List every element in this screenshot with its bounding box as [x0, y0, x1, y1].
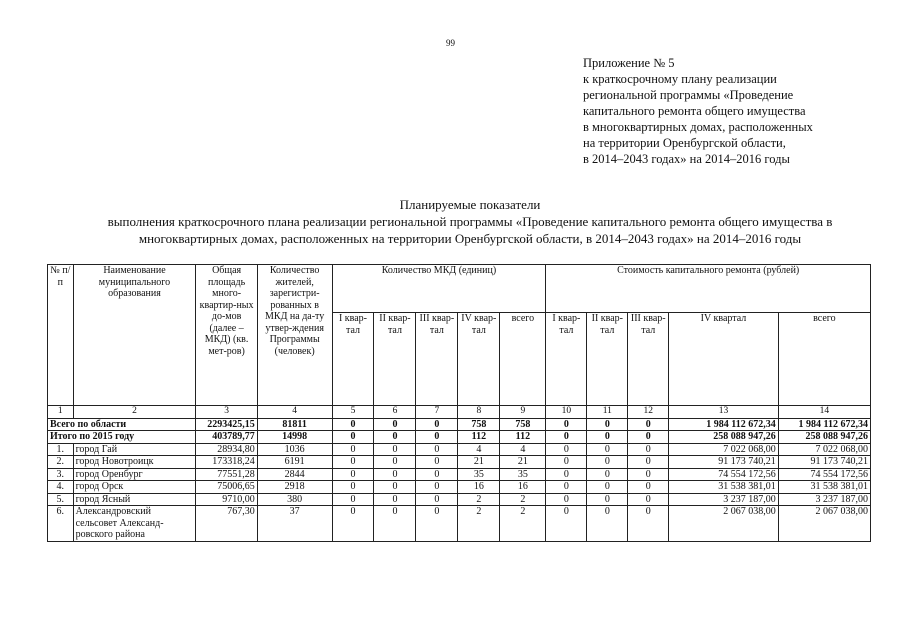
row-cq4: 7 022 068,00 — [669, 443, 779, 456]
summary-residents: 81811 — [257, 418, 332, 431]
row-q3: 0 — [416, 468, 458, 481]
row-cq3: 0 — [628, 493, 669, 506]
row-cq4: 31 538 381,01 — [669, 481, 779, 494]
row-q4: 2 — [458, 493, 500, 506]
table-row — [48, 468, 871, 481]
title-line: выполнения краткосрочного плана реализации региональной программы «Проведение капитального ремонта общего имущества в — [107, 214, 833, 229]
row-q4: 21 — [458, 456, 500, 469]
row-ctotal: 74 554 172,56 — [778, 468, 870, 481]
title-line: многоквартирных домах, расположенных на территории Оренбургской области, в 2014–2043 годах» на 2014–2016 годы — [138, 231, 802, 246]
row-cq3: 0 — [628, 481, 669, 494]
row-cq4: 74 554 172,56 — [669, 468, 779, 481]
row-name: город Новотроицк — [73, 456, 196, 469]
row-q2: 0 — [374, 443, 416, 456]
row-residents: 2918 — [257, 481, 332, 494]
header-mkd-q3: III квар-тал — [416, 313, 458, 406]
summary-area: 403789,77 — [196, 431, 257, 444]
header-cost-group: Стоимость капитального ремонта (рублей) — [546, 265, 871, 313]
row-cq4: 3 237 187,00 — [669, 493, 779, 506]
row-name: город Гай — [73, 443, 196, 456]
row-name: город Ясный — [73, 493, 196, 506]
column-number: 5 — [332, 406, 374, 419]
summary-label: Всего по области — [48, 418, 196, 431]
row-total: 2 — [500, 493, 546, 506]
row-num: 6. — [48, 506, 74, 542]
column-number: 12 — [628, 406, 669, 419]
row-name: город Орск — [73, 481, 196, 494]
row-residents: 6191 — [257, 456, 332, 469]
appendix-line: в 2014–2043 годах» на 2014–2016 годы — [583, 152, 790, 166]
row-residents: 2844 — [257, 468, 332, 481]
row-area: 28934,80 — [196, 443, 257, 456]
row-q4: 16 — [458, 481, 500, 494]
row-cq3: 0 — [628, 443, 669, 456]
header-cost-q4: IV квартал — [669, 313, 779, 406]
row-q4: 35 — [458, 468, 500, 481]
header-name: Наименование муниципального образования — [73, 265, 196, 406]
row-q3: 0 — [416, 443, 458, 456]
row-num: 2. — [48, 456, 74, 469]
row-ctotal: 91 173 740,21 — [778, 456, 870, 469]
table-row — [48, 481, 871, 494]
row-total: 2 — [500, 506, 546, 542]
appendix-header — [583, 55, 883, 167]
row-total: 16 — [500, 481, 546, 494]
row-cq1: 0 — [546, 493, 587, 506]
row-cq2: 0 — [587, 506, 628, 542]
column-number: 1 — [48, 406, 74, 419]
row-cq4: 2 067 038,00 — [669, 506, 779, 542]
row-cq3: 0 — [628, 506, 669, 542]
row-area: 173318,24 — [196, 456, 257, 469]
row-q1: 0 — [332, 493, 374, 506]
summary-cq4: 258 088 947,26 — [669, 431, 779, 444]
header-area: Общая площадь много-квартир-ных до-мов (далее – МКД) (кв. мет-ров) — [196, 265, 257, 406]
row-q2: 0 — [374, 468, 416, 481]
row-area: 75006,65 — [196, 481, 257, 494]
row-total: 4 — [500, 443, 546, 456]
row-area: 9710,00 — [196, 493, 257, 506]
row-cq2: 0 — [587, 493, 628, 506]
row-cq1: 0 — [546, 481, 587, 494]
summary-cq3: 0 — [628, 418, 669, 431]
row-residents: 380 — [257, 493, 332, 506]
row-q3: 0 — [416, 493, 458, 506]
row-num: 3. — [48, 468, 74, 481]
row-name: Александровский сельсовет Александ-ровского района — [73, 506, 196, 542]
table-row — [48, 493, 871, 506]
header-row — [48, 265, 871, 313]
header-residents: Количество жителей, зарегистри-рованных в МКД на да-ту утвер-ждения Программы (человек) — [257, 265, 332, 406]
row-area: 77551,28 — [196, 468, 257, 481]
row-q1: 0 — [332, 456, 374, 469]
column-number: 6 — [374, 406, 416, 419]
column-number: 10 — [546, 406, 587, 419]
summary-total: 112 — [500, 431, 546, 444]
summary-row — [48, 431, 871, 444]
row-q1: 0 — [332, 443, 374, 456]
row-cq2: 0 — [587, 443, 628, 456]
column-number: 7 — [416, 406, 458, 419]
row-total: 35 — [500, 468, 546, 481]
row-q2: 0 — [374, 506, 416, 542]
row-q3: 0 — [416, 456, 458, 469]
column-number: 8 — [458, 406, 500, 419]
column-number: 2 — [73, 406, 196, 419]
row-cq4: 91 173 740,21 — [669, 456, 779, 469]
row-q2: 0 — [374, 481, 416, 494]
summary-q1: 0 — [332, 418, 374, 431]
row-name: город Оренбург — [73, 468, 196, 481]
row-cq3: 0 — [628, 468, 669, 481]
summary-row — [48, 418, 871, 431]
row-num: 5. — [48, 493, 74, 506]
row-residents: 37 — [257, 506, 332, 542]
row-ctotal: 7 022 068,00 — [778, 443, 870, 456]
row-q1: 0 — [332, 481, 374, 494]
header-mkd-q2: II квар-тал — [374, 313, 416, 406]
column-number: 3 — [196, 406, 257, 419]
summary-cq3: 0 — [628, 431, 669, 444]
row-ctotal: 2 067 038,00 — [778, 506, 870, 542]
column-number: 13 — [669, 406, 779, 419]
row-cq2: 0 — [587, 468, 628, 481]
row-q3: 0 — [416, 481, 458, 494]
row-num: 4. — [48, 481, 74, 494]
table-row — [48, 506, 871, 542]
title-line: Планируемые показатели — [399, 197, 541, 212]
summary-area: 2293425,15 — [196, 418, 257, 431]
summary-cq1: 0 — [546, 418, 587, 431]
row-residents: 1036 — [257, 443, 332, 456]
row-q4: 4 — [458, 443, 500, 456]
row-q2: 0 — [374, 456, 416, 469]
row-cq1: 0 — [546, 456, 587, 469]
column-number: 9 — [500, 406, 546, 419]
row-ctotal: 31 538 381,01 — [778, 481, 870, 494]
summary-q4: 758 — [458, 418, 500, 431]
row-cq2: 0 — [587, 481, 628, 494]
row-ctotal: 3 237 187,00 — [778, 493, 870, 506]
appendix-line: Приложение № 5 — [583, 56, 675, 70]
header-mkd-q1: I квар-тал — [332, 313, 374, 406]
summary-cq1: 0 — [546, 431, 587, 444]
appendix-line: в многоквартирных домах, расположенных — [583, 120, 813, 134]
row-q3: 0 — [416, 506, 458, 542]
row-q1: 0 — [332, 468, 374, 481]
header-cost-q3: III квар-тал — [628, 313, 669, 406]
summary-residents: 14998 — [257, 431, 332, 444]
row-cq3: 0 — [628, 456, 669, 469]
appendix-line: на территории Оренбургской области, — [583, 136, 786, 150]
header-cost-q1: I квар-тал — [546, 313, 587, 406]
summary-ctotal: 1 984 112 672,34 — [778, 418, 870, 431]
summary-q2: 0 — [374, 431, 416, 444]
appendix-line: капитального ремонта общего имущества — [583, 104, 806, 118]
column-number: 11 — [587, 406, 628, 419]
header-mkd-total: всего — [500, 313, 546, 406]
row-cq1: 0 — [546, 443, 587, 456]
column-number: 14 — [778, 406, 870, 419]
column-number: 4 — [257, 406, 332, 419]
indicators-table — [47, 264, 871, 542]
table-row — [48, 456, 871, 469]
appendix-line: к краткосрочному плану реализации — [583, 72, 777, 86]
summary-q3: 0 — [416, 418, 458, 431]
summary-q2: 0 — [374, 418, 416, 431]
header-cost-total: всего — [778, 313, 870, 406]
column-numbers-row — [48, 406, 871, 419]
summary-cq4: 1 984 112 672,34 — [669, 418, 779, 431]
row-num: 1. — [48, 443, 74, 456]
summary-q3: 0 — [416, 431, 458, 444]
summary-total: 758 — [500, 418, 546, 431]
summary-ctotal: 258 088 947,26 — [778, 431, 870, 444]
table-row — [48, 443, 871, 456]
row-total: 21 — [500, 456, 546, 469]
row-q1: 0 — [332, 506, 374, 542]
row-cq1: 0 — [546, 506, 587, 542]
appendix-line: региональной программы «Проведение — [583, 88, 794, 102]
row-area: 767,30 — [196, 506, 257, 542]
document-title — [40, 196, 900, 247]
row-cq1: 0 — [546, 468, 587, 481]
summary-q1: 0 — [332, 431, 374, 444]
summary-cq2: 0 — [587, 431, 628, 444]
header-mkd-group: Количество МКД (единиц) — [332, 265, 546, 313]
row-q4: 2 — [458, 506, 500, 542]
summary-cq2: 0 — [587, 418, 628, 431]
row-cq2: 0 — [587, 456, 628, 469]
header-num: № п/п — [48, 265, 74, 406]
summary-q4: 112 — [458, 431, 500, 444]
row-q2: 0 — [374, 493, 416, 506]
header-mkd-q4: IV квар-тал — [458, 313, 500, 406]
header-cost-q2: II квар-тал — [587, 313, 628, 406]
page-number: 99 — [446, 38, 455, 48]
summary-label: Итого по 2015 году — [48, 431, 196, 444]
